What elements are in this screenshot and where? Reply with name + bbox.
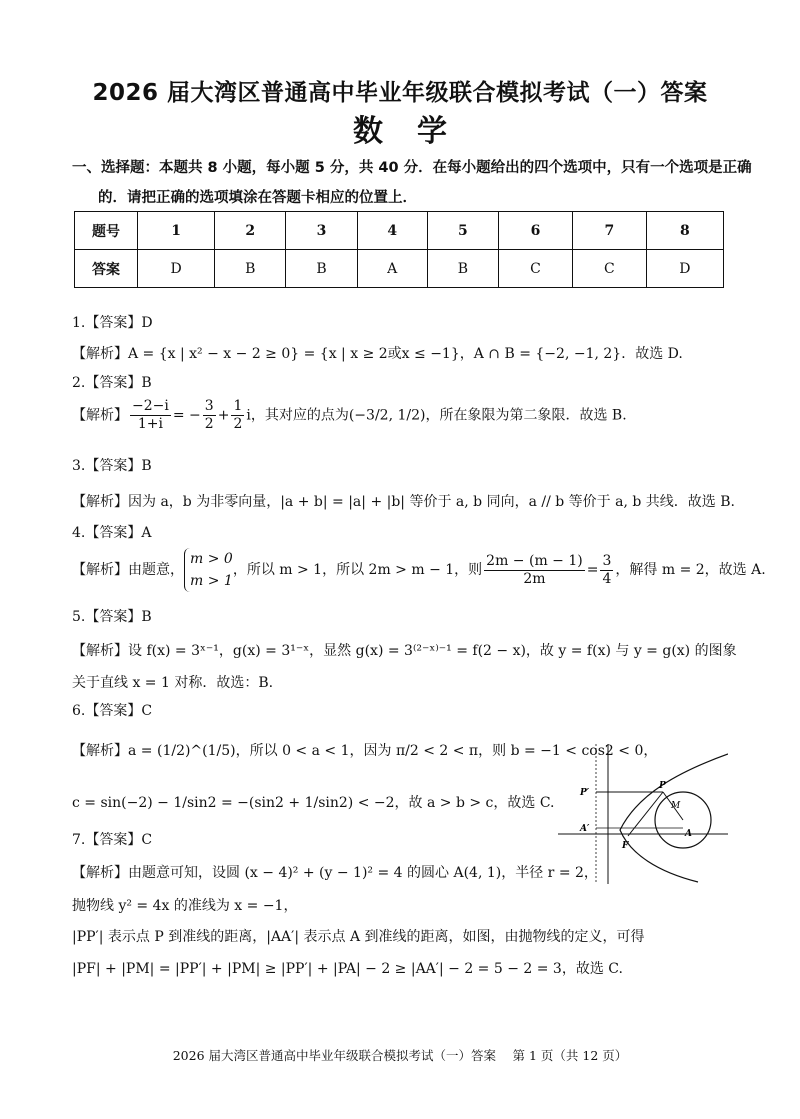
q2-fraction-3 — [231, 398, 244, 433]
table-cell-answer: B — [427, 250, 498, 288]
fraction-numerator: 3 — [602, 552, 612, 569]
table-cell-answer: C — [572, 250, 646, 288]
q7-explanation-3: |PP′| 表示点 P 到准线的距离，|AA′| 表示点 A 到准线的距离，如图，由抛物线的定义，可得 — [72, 929, 645, 945]
q4-explanation — [72, 548, 766, 592]
table-header-number: 题号 — [75, 212, 138, 250]
q2-exp-plus: + — [217, 407, 230, 424]
fraction-denominator: 2m — [523, 570, 546, 587]
q7-explanation: 【解析】由题意可知，设圆 (x − 4)² + (y − 1)² = 4 的圆心 A(4, 1)，半径 r = 2， — [72, 865, 598, 881]
table-cell-answer: A — [357, 250, 427, 288]
fraction-numerator: 1 — [233, 398, 243, 414]
q2-point: (−3/2, 1/2) — [348, 407, 426, 424]
q4-system — [184, 548, 233, 592]
table-cell-number: 5 — [427, 212, 498, 250]
table-cell-number: 8 — [646, 212, 723, 250]
q3-answer: 3.【答案】B — [72, 458, 152, 474]
page-footer: 2026 届大湾区普通高中毕业年级联合模拟考试（一）答案 第 1 页（共 12 页） — [172, 1048, 628, 1063]
q4-system-eq2: m > 1 — [190, 573, 233, 589]
parabola-curve — [620, 754, 728, 882]
q4-exp-mid: ，所以 m > 1，所以 2m > m − 1，则 — [232, 562, 483, 578]
q4-system-eq1: m > 0 — [190, 551, 233, 567]
table-cell-answer: D — [646, 250, 723, 288]
table-cell-answer: B — [215, 250, 286, 288]
answer-table — [74, 211, 724, 288]
q2-answer: 2.【答案】B — [72, 375, 152, 391]
section-intro-line2: 的．请把正确的选项填涂在答题卡相应的位置上． — [98, 190, 417, 206]
q4-answer: 4.【答案】A — [72, 525, 152, 541]
q5-answer: 5.【答案】B — [72, 609, 152, 625]
label-a-prime: A′ — [580, 824, 590, 834]
q4-fraction-1 — [484, 553, 585, 588]
fraction-denominator: 2 — [204, 416, 214, 432]
parabola-circle-figure — [558, 744, 728, 884]
q5-explanation: 【解析】设 f(x) = 3ˣ⁻¹，g(x) = 3¹⁻ˣ，显然 g(x) = 3⁽²⁻ˣ⁾⁻¹ = f(2 − x)，故 y = f(x) 与 y = g(x) 的图象 — [72, 643, 737, 659]
page-title: 2026 届大湾区普通高中毕业年级联合模拟考试（一）答案 — [92, 80, 708, 106]
section-intro-line1: 一、选择题：本题共 8 小题，每小题 5 分，共 40 分．在每小题给出的四个选项中，只有一个选项是正确 — [72, 160, 752, 176]
table-cell-number: 2 — [215, 212, 286, 250]
label-f: F — [622, 841, 629, 851]
q7-explanation-2: 抛物线 y² = 4x 的准线为 x = −1， — [72, 898, 298, 914]
q2-explanation — [72, 398, 627, 433]
table-cell-number: 3 — [286, 212, 357, 250]
label-p: P — [659, 781, 666, 791]
q1-explanation: 【解析】A = {x | x² − x − 2 ≥ 0} = {x | x ≥ 2或x ≤ −1}，A ∩ B = {−2, −1, 2}．故选 D. — [72, 346, 683, 362]
fraction-numerator: −2−i — [132, 398, 169, 414]
label-a: A — [685, 829, 692, 839]
q6-explanation: 【解析】a = (1/2)^(1/5)，所以 0 < a < 1，因为 π/2 < 2 < π，则 b = −1 < cos2 < 0， — [72, 743, 658, 759]
q6-explanation-cont: c = sin(−2) − 1/sin2 = −(sin2 + 1/sin2) < −2，故 a > b > c，故选 C. — [72, 795, 555, 811]
q2-fraction-1 — [130, 398, 171, 433]
fraction-denominator: 4 — [602, 570, 612, 587]
fraction-numerator: 2m − (m − 1) — [486, 552, 583, 569]
q4-fraction-2 — [600, 553, 613, 588]
table-cell-answer: C — [499, 250, 573, 288]
table-cell-answer: B — [286, 250, 357, 288]
q1-answer: 1.【答案】D — [72, 315, 153, 331]
subject-title: 数学 — [353, 114, 481, 149]
label-m: M — [671, 801, 681, 811]
label-p-prime: P′ — [580, 788, 590, 798]
table-header-answer: 答案 — [75, 250, 138, 288]
section-intro — [72, 153, 752, 213]
q5-explanation-cont: 关于直线 x = 1 对称．故选：B. — [72, 675, 274, 691]
q4-exp-eq: = — [586, 562, 599, 578]
q2-fraction-2 — [203, 398, 216, 433]
fraction-numerator: 3 — [204, 398, 214, 414]
q2-exp-lead: 【解析】 — [72, 407, 128, 424]
q2-exp-eq: = − — [172, 407, 201, 424]
table-cell-number: 7 — [572, 212, 646, 250]
q4-exp-lead: 【解析】由题意， — [72, 562, 184, 578]
q3-explanation: 【解析】因为 a，b 为非零向量，|a + b| = |a| + |b| 等价于 a, b 同向，a // b 等价于 a, b 共线．故选 B. — [72, 494, 735, 510]
q2-exp-tail: ，所在象限为第二象限．故选 B. — [425, 407, 627, 424]
answer-table-answer-row — [75, 250, 724, 288]
fraction-denominator: 2 — [233, 416, 243, 432]
table-cell-number: 1 — [138, 212, 215, 250]
table-cell-number: 6 — [499, 212, 573, 250]
table-cell-answer: D — [138, 250, 215, 288]
table-cell-number: 4 — [357, 212, 427, 250]
q2-exp-mid: i，其对应的点为 — [246, 407, 349, 424]
fraction-denominator: 1+i — [137, 416, 163, 432]
answer-table-number-row — [75, 212, 724, 250]
q4-exp-tail: ，解得 m = 2，故选 A. — [615, 562, 766, 578]
q6-answer: 6.【答案】C — [72, 703, 153, 719]
segment-pf — [628, 792, 663, 836]
q7-explanation-4: |PF| + |PM| = |PP′| + |PM| ≥ |PP′| + |PA| − 2 ≥ |AA′| − 2 = 5 − 2 = 3，故选 C. — [72, 961, 623, 977]
q7-answer: 7.【答案】C — [72, 832, 153, 848]
